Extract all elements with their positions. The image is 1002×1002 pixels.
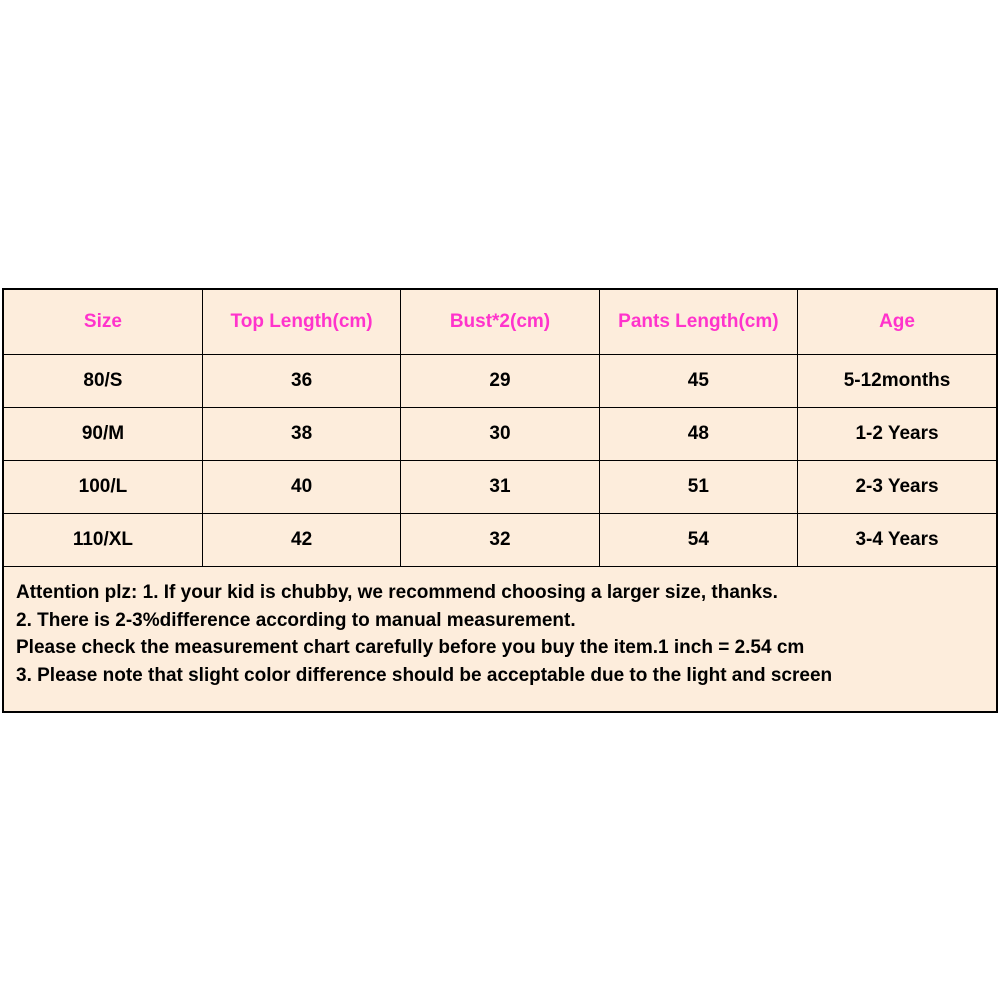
cell-size: 90/M <box>4 408 202 461</box>
column-header-top-length: Top Length(cm) <box>202 290 400 355</box>
table-body <box>4 355 996 567</box>
table-row <box>4 355 996 408</box>
column-header-size: Size <box>4 290 202 355</box>
cell-age: 3-4 Years <box>798 514 996 567</box>
cell-bust: 31 <box>401 461 599 514</box>
table-header <box>4 290 996 355</box>
cell-bust: 32 <box>401 514 599 567</box>
size-chart-panel <box>2 288 998 713</box>
cell-age: 1-2 Years <box>798 408 996 461</box>
cell-top-length: 36 <box>202 355 400 408</box>
cell-size: 100/L <box>4 461 202 514</box>
cell-bust: 30 <box>401 408 599 461</box>
cell-pants-length: 51 <box>599 461 797 514</box>
note-line-2: 2. There is 2-3%difference according to manual measurement. <box>16 609 576 631</box>
column-header-bust: Bust*2(cm) <box>401 290 599 355</box>
table-row <box>4 461 996 514</box>
cell-pants-length: 54 <box>599 514 797 567</box>
attention-notes <box>4 567 996 689</box>
column-header-age: Age <box>798 290 996 355</box>
table-row <box>4 514 996 567</box>
cell-age: 2-3 Years <box>798 461 996 514</box>
cell-size: 110/XL <box>4 514 202 567</box>
size-chart-table <box>4 290 996 567</box>
column-header-pants-length: Pants Length(cm) <box>599 290 797 355</box>
cell-pants-length: 45 <box>599 355 797 408</box>
note-line-3: Please check the measurement chart carefully before you buy the item.1 inch = 2.54 cm <box>16 637 805 659</box>
cell-top-length: 40 <box>202 461 400 514</box>
cell-age: 5-12months <box>798 355 996 408</box>
table-row <box>4 408 996 461</box>
note-line-4: 3. Please note that slight color difference should be acceptable due to the light and screen <box>16 664 833 686</box>
note-line-1: Attention plz: 1. If your kid is chubby, we recommend choosing a larger size, thanks. <box>16 582 778 603</box>
cell-pants-length: 48 <box>599 408 797 461</box>
cell-top-length: 42 <box>202 514 400 567</box>
cell-size: 80/S <box>4 355 202 408</box>
table-header-row <box>4 290 996 355</box>
cell-top-length: 38 <box>202 408 400 461</box>
cell-bust: 29 <box>401 355 599 408</box>
